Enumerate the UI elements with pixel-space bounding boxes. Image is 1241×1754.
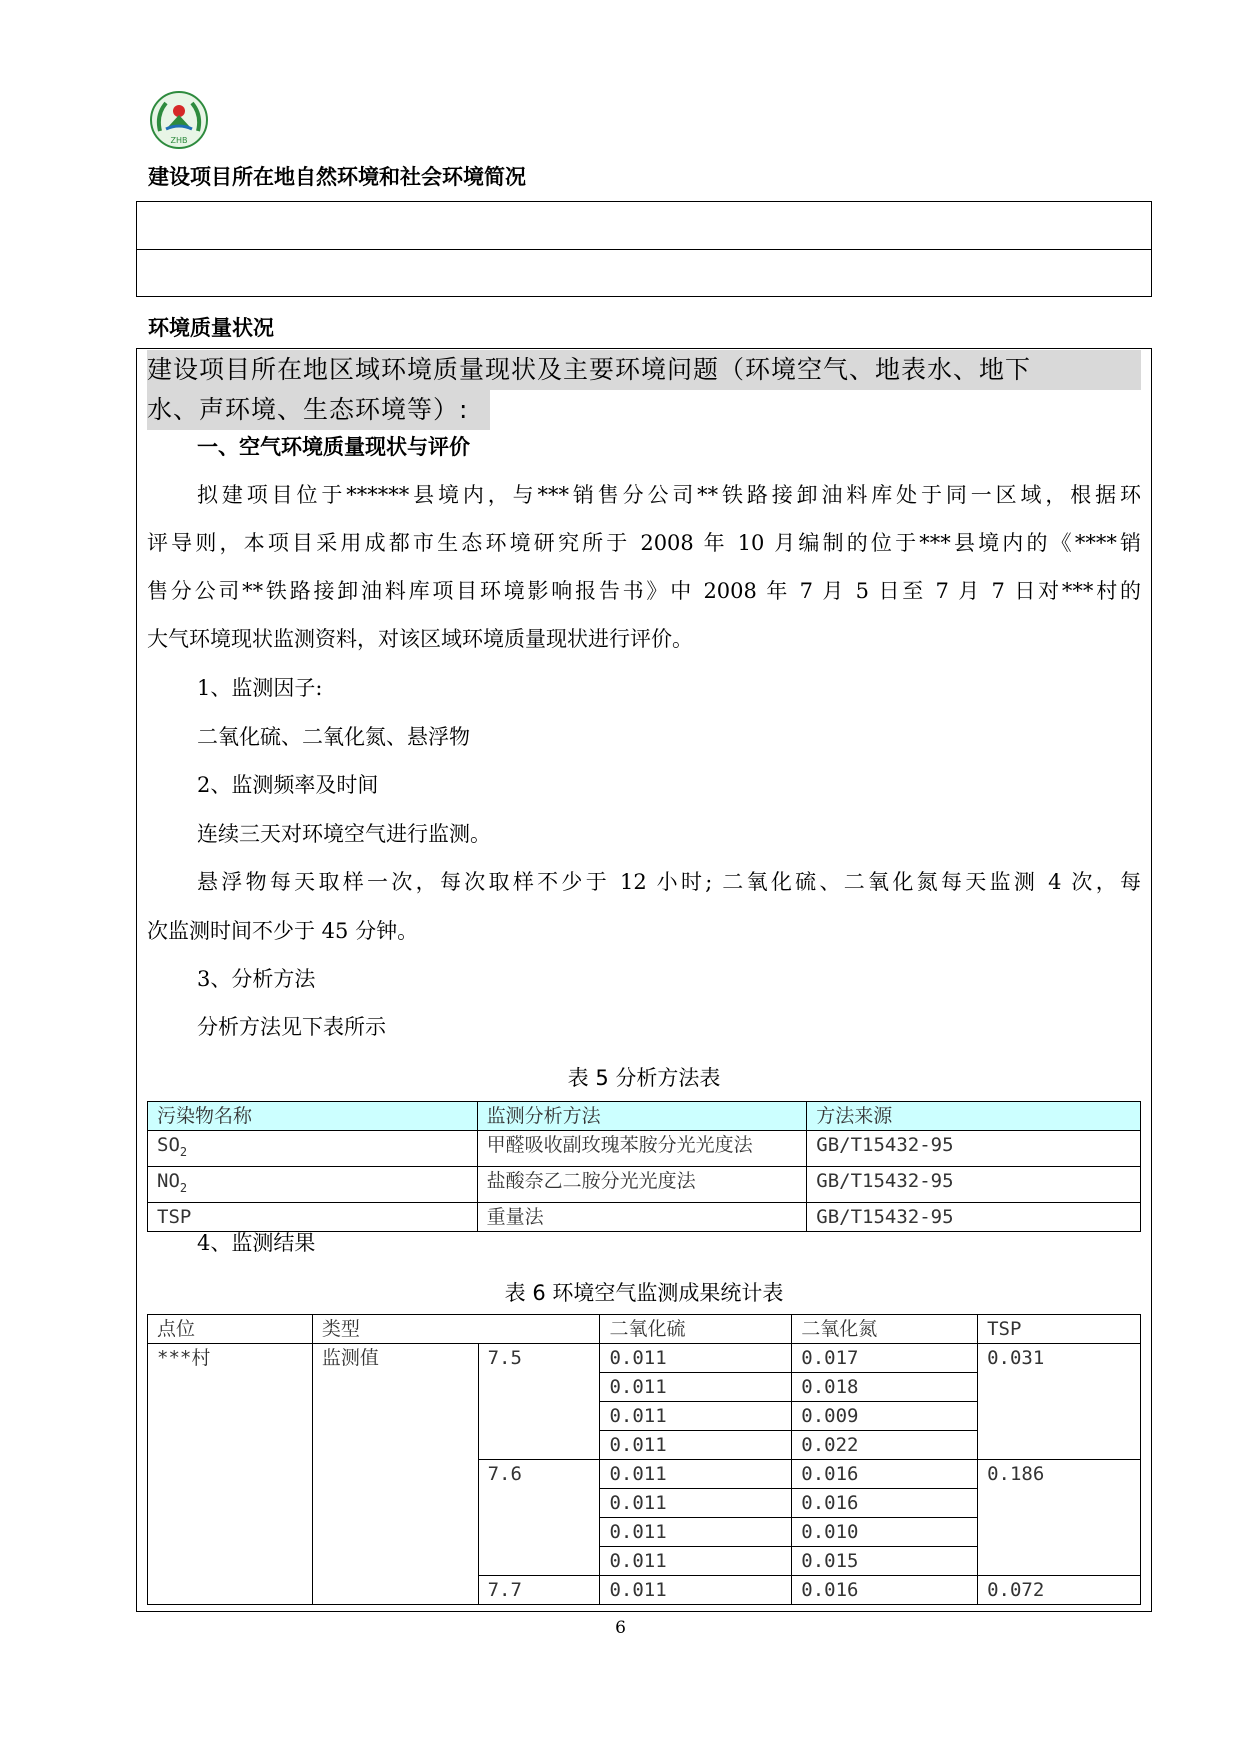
- section-title-natural: 建设项目所在地自然环境和社会环境简况: [148, 165, 526, 189]
- no2-value: 0.022: [792, 1431, 978, 1460]
- so2-value: 0.011: [600, 1518, 792, 1547]
- no2-value: 0.009: [792, 1402, 978, 1431]
- item-2-heading: 2、监测频率及时间: [197, 773, 379, 797]
- so2-value: 0.011: [600, 1373, 792, 1402]
- no2-value: 0.016: [792, 1460, 978, 1489]
- paragraph-1-line-2: 评导则，本项目采用成都市生态环境研究所于 2008 年 10 月编制的位于***县境内的《****销: [147, 531, 1141, 555]
- no2-value: 0.016: [792, 1576, 978, 1605]
- section-title-quality: 环境质量状况: [148, 316, 274, 340]
- site-cell: ***村: [148, 1344, 313, 1605]
- method: 重量法: [477, 1202, 807, 1231]
- so2-value: 0.011: [600, 1460, 792, 1489]
- type-cell: 监测值: [312, 1344, 478, 1605]
- paragraph-1-line-1: 拟建项目位于******县境内，与***销售分公司**铁路接卸油料库处于同一区域，根据环: [197, 483, 1141, 507]
- table-6-header-type: 类型: [312, 1315, 600, 1344]
- no2-value: 0.017: [792, 1344, 978, 1373]
- table-5-caption: 表 5 分析方法表: [567, 1066, 721, 1090]
- no2-value: 0.018: [792, 1373, 978, 1402]
- item-4-heading: 4、监测结果: [197, 1231, 316, 1255]
- item-2-paragraph-line-1: 悬浮物每天取样一次，每次取样不少于 12 小时; 二氧化硫、二氧化氮每天监测 4 次，每: [197, 870, 1141, 894]
- so2-value: 0.011: [600, 1402, 792, 1431]
- subheading-air-quality: 一、空气环境质量现状与评价: [197, 435, 470, 459]
- table-row: [148, 1344, 1141, 1373]
- date-cell: 7.7: [478, 1576, 600, 1605]
- table-6-header-tsp: TSP: [978, 1315, 1141, 1344]
- date-cell: 7.5: [478, 1344, 600, 1460]
- method: 盐酸奈乙二胺分光光度法: [477, 1166, 807, 1202]
- so2-value: 0.011: [600, 1576, 792, 1605]
- source: GB/T15432-95: [807, 1166, 1141, 1202]
- table-row: [148, 1131, 1141, 1167]
- paragraph-1-line-3: 售分公司**铁路接卸油料库项目环境影响报告书》中 2008 年 7 月 5 日至 7 月 7 日对***村的: [147, 579, 1141, 603]
- air-monitoring-results-table: [147, 1314, 1141, 1605]
- zhb-logo-emblem: [150, 91, 208, 149]
- source: GB/T15432-95: [807, 1202, 1141, 1231]
- analysis-method-table: [147, 1101, 1141, 1232]
- pollutant-name: TSP: [148, 1202, 478, 1231]
- pollutant-name: $SO_2$: [148, 1131, 478, 1167]
- svg-text:ZHB: ZHB: [170, 136, 188, 145]
- so2-value: 0.011: [600, 1489, 792, 1518]
- source: GB/T15432-95: [807, 1131, 1141, 1167]
- table-6-caption: 表 6 环境空气监测成果统计表: [504, 1281, 784, 1305]
- page-number: 6: [615, 1618, 626, 1638]
- table-5-header-pollutant: 污染物名称: [148, 1102, 478, 1131]
- tsp-value: 0.031: [978, 1344, 1141, 1460]
- so2-value: 0.011: [600, 1431, 792, 1460]
- main-title-line-2: 水、声环境、生态环境等）:: [147, 390, 490, 430]
- so2-value: 0.011: [600, 1344, 792, 1373]
- natural-environment-box: [136, 201, 1152, 297]
- method: 甲醛吸收副玫瑰苯胺分光光度法: [477, 1131, 807, 1167]
- tsp-value: 0.186: [978, 1460, 1141, 1576]
- item-2-text: 连续三天对环境空气进行监测。: [197, 822, 491, 846]
- table-5-header-source: 方法来源: [807, 1102, 1141, 1131]
- box-divider: [137, 249, 1151, 250]
- pollutant-name: $NO_2$: [148, 1166, 478, 1202]
- item-1-heading: 1、监测因子:: [197, 676, 323, 700]
- table-row: [148, 1166, 1141, 1202]
- item-3-heading: 3、分析方法: [197, 967, 316, 991]
- item-2-paragraph-line-2: 次监测时间不少于 45 分钟。: [147, 919, 419, 943]
- table-5-header-method: 监测分析方法: [477, 1102, 807, 1131]
- no2-value: 0.010: [792, 1518, 978, 1547]
- main-title-line-1: 建设项目所在地区域环境质量现状及主要环境问题（环境空气、地表水、地下: [147, 350, 1141, 390]
- table-row: [148, 1202, 1141, 1231]
- item-1-text: 二氧化硫、二氧化氮、悬浮物: [197, 725, 470, 749]
- table-6-header-no2: 二氧化氮: [792, 1315, 978, 1344]
- item-3-text: 分析方法见下表所示: [197, 1015, 386, 1039]
- tsp-value: 0.072: [978, 1576, 1141, 1605]
- no2-value: 0.016: [792, 1489, 978, 1518]
- table-6-header-site: 点位: [148, 1315, 313, 1344]
- date-cell: 7.6: [478, 1460, 600, 1576]
- so2-value: 0.011: [600, 1547, 792, 1576]
- paragraph-1-line-4: 大气环境现状监测资料，对该区域环境质量现状进行评价。: [147, 627, 693, 651]
- no2-value: 0.015: [792, 1547, 978, 1576]
- table-6-header-so2: 二氧化硫: [600, 1315, 792, 1344]
